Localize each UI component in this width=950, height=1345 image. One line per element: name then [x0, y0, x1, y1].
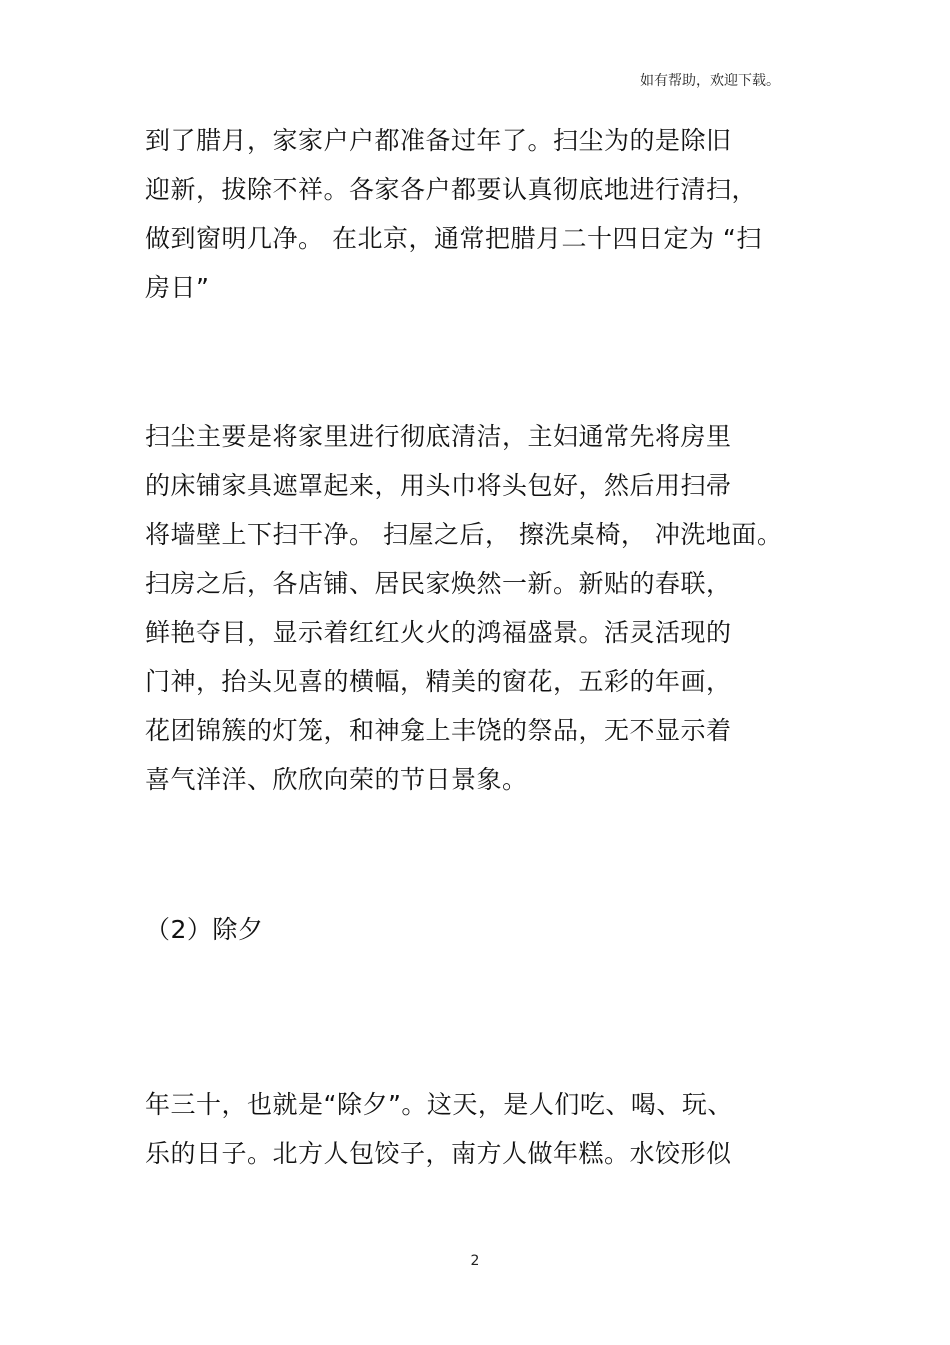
text-line: 的床铺家具遮罩起来，用头巾将头包好，然后用扫帚 — [145, 471, 732, 500]
text-line: 年三十，也就是“除夕”。这天，是人们吃、喝、玩、 — [145, 1090, 733, 1119]
text-line: 鲜艳夺目，显示着红红火火的鸿福盛景。活灵活现的 — [145, 618, 732, 647]
section-heading-text: （2）除夕 — [145, 915, 264, 944]
text-line: 喜气洋洋、欣欣向荣的节日景象。 — [145, 765, 528, 794]
text-line: 乐的日子。北方人包饺子，南方人做年糕。水饺形似 — [145, 1139, 732, 1168]
text-line: 房日” — [145, 273, 210, 302]
page-number: 2 — [470, 1253, 480, 1269]
section-heading — [145, 905, 263, 954]
text-line: 迎新，拔除不祥。各家各户都要认真彻底地进行清扫， — [145, 175, 758, 204]
paragraph-sweeping-dust — [145, 116, 762, 312]
text-line: 做到窗明几净。 在北京，通常把腊月二十四日定为 “扫 — [145, 224, 762, 253]
text-line: 花团锦簇的灯笼，和神龛上丰饶的祭品，无不显示着 — [145, 716, 732, 745]
paragraph-cleaning-details — [145, 412, 782, 804]
text-line: 将墙壁上下扫干净。 扫屋之后， 擦洗桌椅， 冲洗地面。 — [145, 520, 783, 549]
text-line: 门神，抬头见喜的横幅，精美的窗花，五彩的年画， — [145, 667, 732, 696]
header-note: 如有帮助，欢迎下载。 — [640, 73, 780, 89]
text-line: 扫尘主要是将家里进行彻底清洁，主妇通常先将房里 — [145, 422, 732, 451]
text-line: 扫房之后，各店铺、居民家焕然一新。新贴的春联， — [145, 569, 732, 598]
paragraph-new-years-eve — [145, 1080, 733, 1178]
text-line: 到了腊月，家家户户都准备过年了。扫尘为的是除旧 — [145, 126, 732, 155]
